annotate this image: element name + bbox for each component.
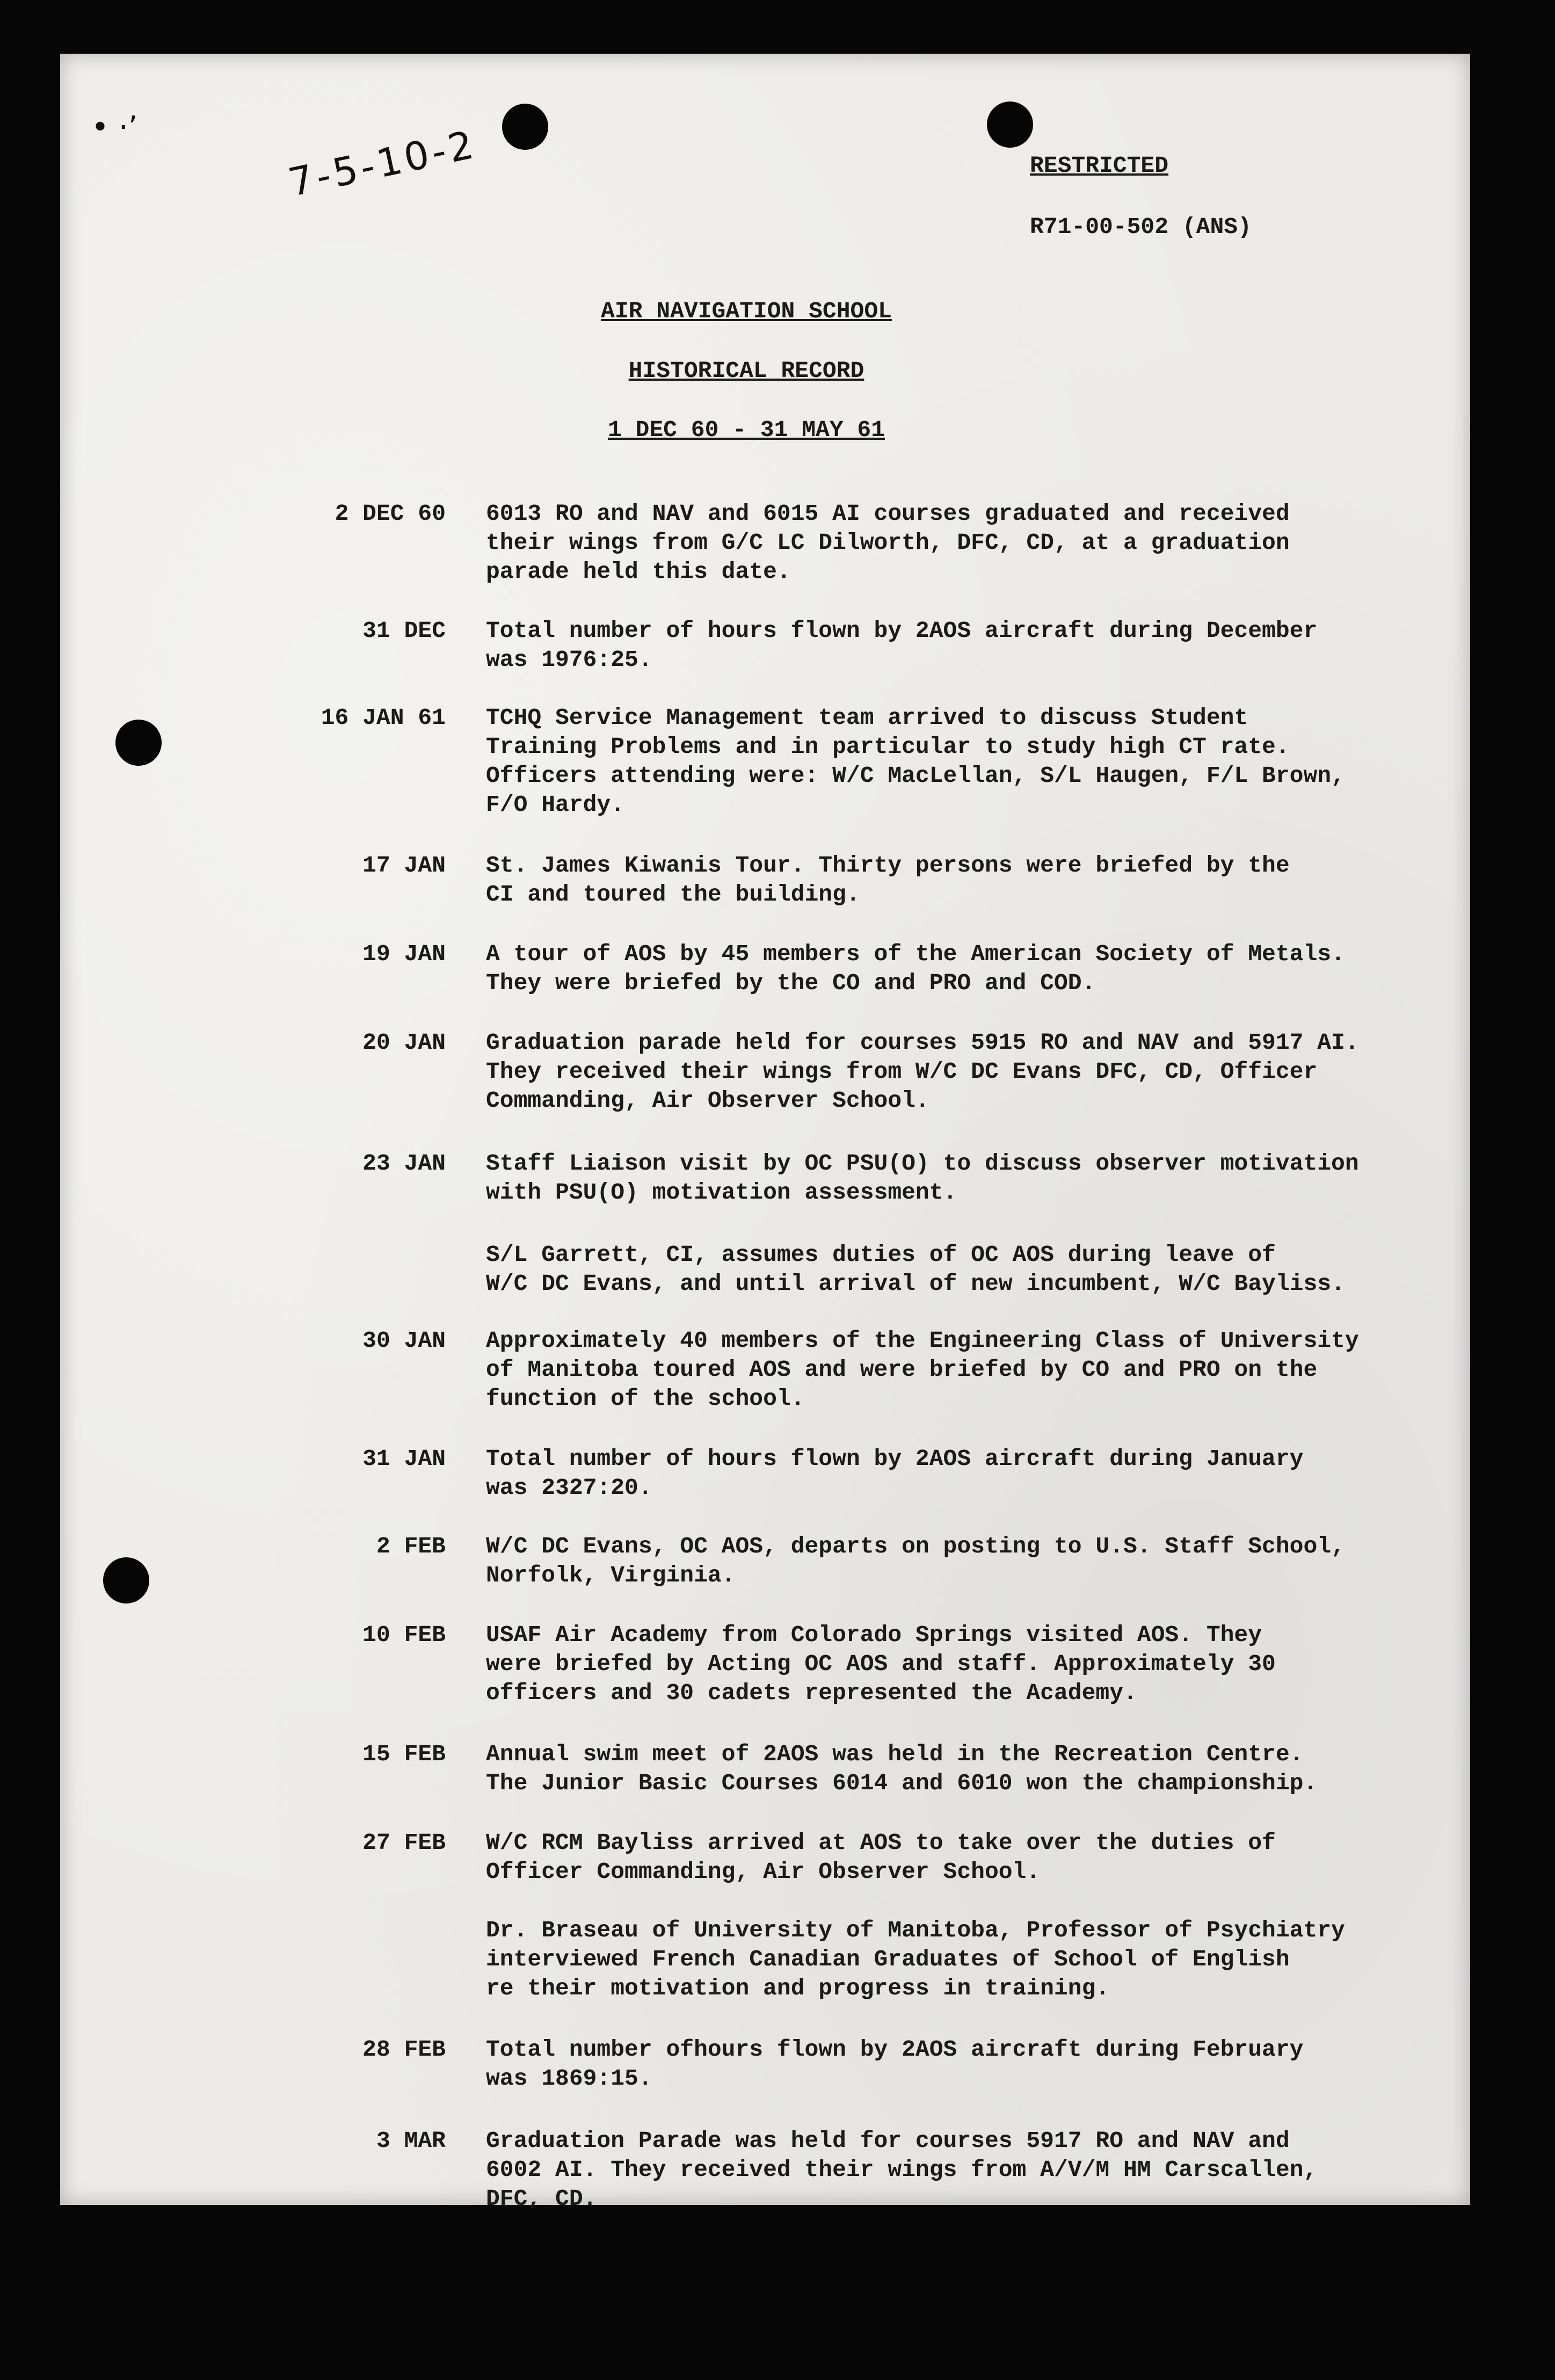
- entry-line: DFC, CD.: [486, 2186, 597, 2212]
- entry-date: 31 DEC: [362, 618, 446, 644]
- entry-line: Norfolk, Virginia.: [486, 1562, 736, 1588]
- entry-line: S/L Garrett, CI, assumes duties of OC AOS during leave of: [486, 1242, 1276, 1268]
- entry-line: Officers attending were: W/C MacLellan, S/L Haugen, F/L Brown,: [486, 763, 1345, 789]
- entry-text: [486, 851, 1431, 909]
- entry-line: Dr. Braseau of University of Manitoba, Professor of Psychiatry: [486, 1917, 1345, 1943]
- entry-line: TCHQ Service Management team arrived to discuss Student: [486, 705, 1248, 731]
- entry-date: 28 FEB: [362, 2036, 446, 2063]
- entry-text: [486, 703, 1431, 819]
- entry-text: [486, 1240, 1431, 1298]
- entry-text: [486, 1621, 1431, 1708]
- entry-date: 3 MAR: [376, 2128, 446, 2154]
- entry-line: interviewed French Canadian Graduates of School of English: [486, 1946, 1290, 1972]
- entry-line: Commanding, Air Observer School.: [486, 1087, 929, 1114]
- entry-text: [486, 616, 1431, 674]
- entry-line: Approximately 40 members of the Engineering Class of University: [486, 1327, 1359, 1354]
- entry-date: 2 FEB: [376, 1533, 446, 1559]
- entry-line: USAF Air Academy from Colorado Springs visited AOS. They: [486, 1622, 1262, 1648]
- entry-line: was 2327:20.: [486, 1475, 652, 1501]
- entry-line: was 1869:15.: [486, 2065, 652, 2092]
- file-reference: R71-00-502 (ANS): [1030, 214, 1252, 240]
- entry-text: [486, 1828, 1431, 1886]
- entry-line: Total number of hours flown by 2AOS aircraft during December: [486, 618, 1318, 644]
- entry-line: parade held this date.: [486, 558, 791, 585]
- entry-line: Graduation Parade was held for courses 5917 RO and NAV and: [486, 2128, 1290, 2154]
- entry-date: 31 JAN: [362, 1446, 446, 1472]
- document-subtitle: HISTORICAL RECORD: [628, 358, 864, 384]
- entry-date: 30 JAN: [362, 1327, 446, 1354]
- punch-hole: [103, 1557, 149, 1603]
- entry-line: W/C RCM Bayliss arrived at AOS to take over the duties of: [486, 1830, 1276, 1856]
- document-title: AIR NAVIGATION SCHOOL: [601, 298, 892, 324]
- corner-ink-marks: • ·’: [91, 110, 138, 145]
- entry-date: 15 FEB: [362, 1741, 446, 1767]
- entry-line: A tour of AOS by 45 members of the American Society of Metals.: [486, 941, 1345, 967]
- entry-text: [486, 2127, 1431, 2214]
- entry-line: St. James Kiwanis Tour. Thirty persons were briefed by the: [486, 852, 1290, 879]
- entry-line: re their motivation and progress in training.: [486, 1975, 1110, 2001]
- entry-text: [486, 1326, 1431, 1413]
- entry-text: [486, 1532, 1431, 1590]
- entry-line: Officer Commanding, Air Observer School.: [486, 1859, 1041, 1885]
- entry-date: 19 JAN: [362, 941, 446, 967]
- punch-hole: [987, 101, 1033, 148]
- entry-text: [486, 1149, 1431, 1207]
- entry-line: with PSU(O) motivation assessment.: [486, 1179, 957, 1206]
- entry-line: CI and toured the building.: [486, 881, 860, 908]
- entry-line: were briefed by Acting OC AOS and staff. Approximately 30: [486, 1651, 1276, 1677]
- entry-date: 16 JAN 61: [321, 705, 446, 731]
- entry-date: 23 JAN: [362, 1150, 446, 1177]
- entry-line: Staff Liaison visit by OC PSU(O) to discuss observer motivation: [486, 1150, 1359, 1177]
- entry-line: The Junior Basic Courses 6014 and 6010 won the championship.: [486, 1770, 1318, 1796]
- entry-text: [486, 1740, 1431, 1798]
- entry-line: Total number ofhours flown by 2AOS aircraft during February: [486, 2036, 1304, 2063]
- entry-line: W/C DC Evans, OC AOS, departs on posting to U.S. Staff School,: [486, 1533, 1345, 1559]
- entry-line: They received their wings from W/C DC Evans DFC, CD, Officer: [486, 1058, 1318, 1085]
- entry-line: officers and 30 cadets represented the Academy.: [486, 1680, 1137, 1706]
- date-range: 1 DEC 60 - 31 MAY 61: [607, 417, 885, 443]
- entry-line: Total number of hours flown by 2AOS aircraft during January: [486, 1446, 1304, 1472]
- entry-text: [486, 499, 1431, 586]
- punch-hole: [502, 104, 548, 150]
- entry-text: [486, 940, 1431, 998]
- entry-line: 6013 RO and NAV and 6015 AI courses graduated and received: [486, 500, 1290, 527]
- entry-date: 2 DEC 60: [335, 500, 446, 527]
- entry-line: Training Problems and in particular to study high CT rate.: [486, 734, 1290, 760]
- entry-line: was 1976:25.: [486, 647, 652, 673]
- entry-line: W/C DC Evans, and until arrival of new incumbent, W/C Bayliss.: [486, 1271, 1345, 1297]
- entry-date: 17 JAN: [362, 852, 446, 879]
- entry-line: of Manitoba toured AOS and were briefed by CO and PRO on the: [486, 1356, 1318, 1383]
- entry-line: They were briefed by the CO and PRO and COD.: [486, 970, 1096, 996]
- entry-date: 20 JAN: [362, 1029, 446, 1056]
- entry-line: Annual swim meet of 2AOS was held in the Recreation Centre.: [486, 1741, 1304, 1767]
- entry-line: Graduation parade held for courses 5915 RO and NAV and 5917 AI.: [486, 1029, 1359, 1056]
- security-classification: RESTRICTED: [1030, 153, 1169, 179]
- entry-text: [486, 2035, 1431, 2093]
- entry-date: 10 FEB: [362, 1622, 446, 1648]
- entry-text: [486, 1916, 1431, 2003]
- entry-text: [486, 1028, 1431, 1115]
- handwritten-file-number: 7-5-10-2: [285, 121, 481, 206]
- entry-text: [486, 1445, 1431, 1503]
- entry-line: F/O Hardy.: [486, 792, 625, 818]
- entry-line: function of the school.: [486, 1385, 805, 1412]
- entry-line: their wings from G/C LC Dilworth, DFC, CD, at a graduation: [486, 529, 1290, 556]
- entry-date: 27 FEB: [362, 1830, 446, 1856]
- entry-line: 6002 AI. They received their wings from A/V/M HM Carscallen,: [486, 2157, 1318, 2183]
